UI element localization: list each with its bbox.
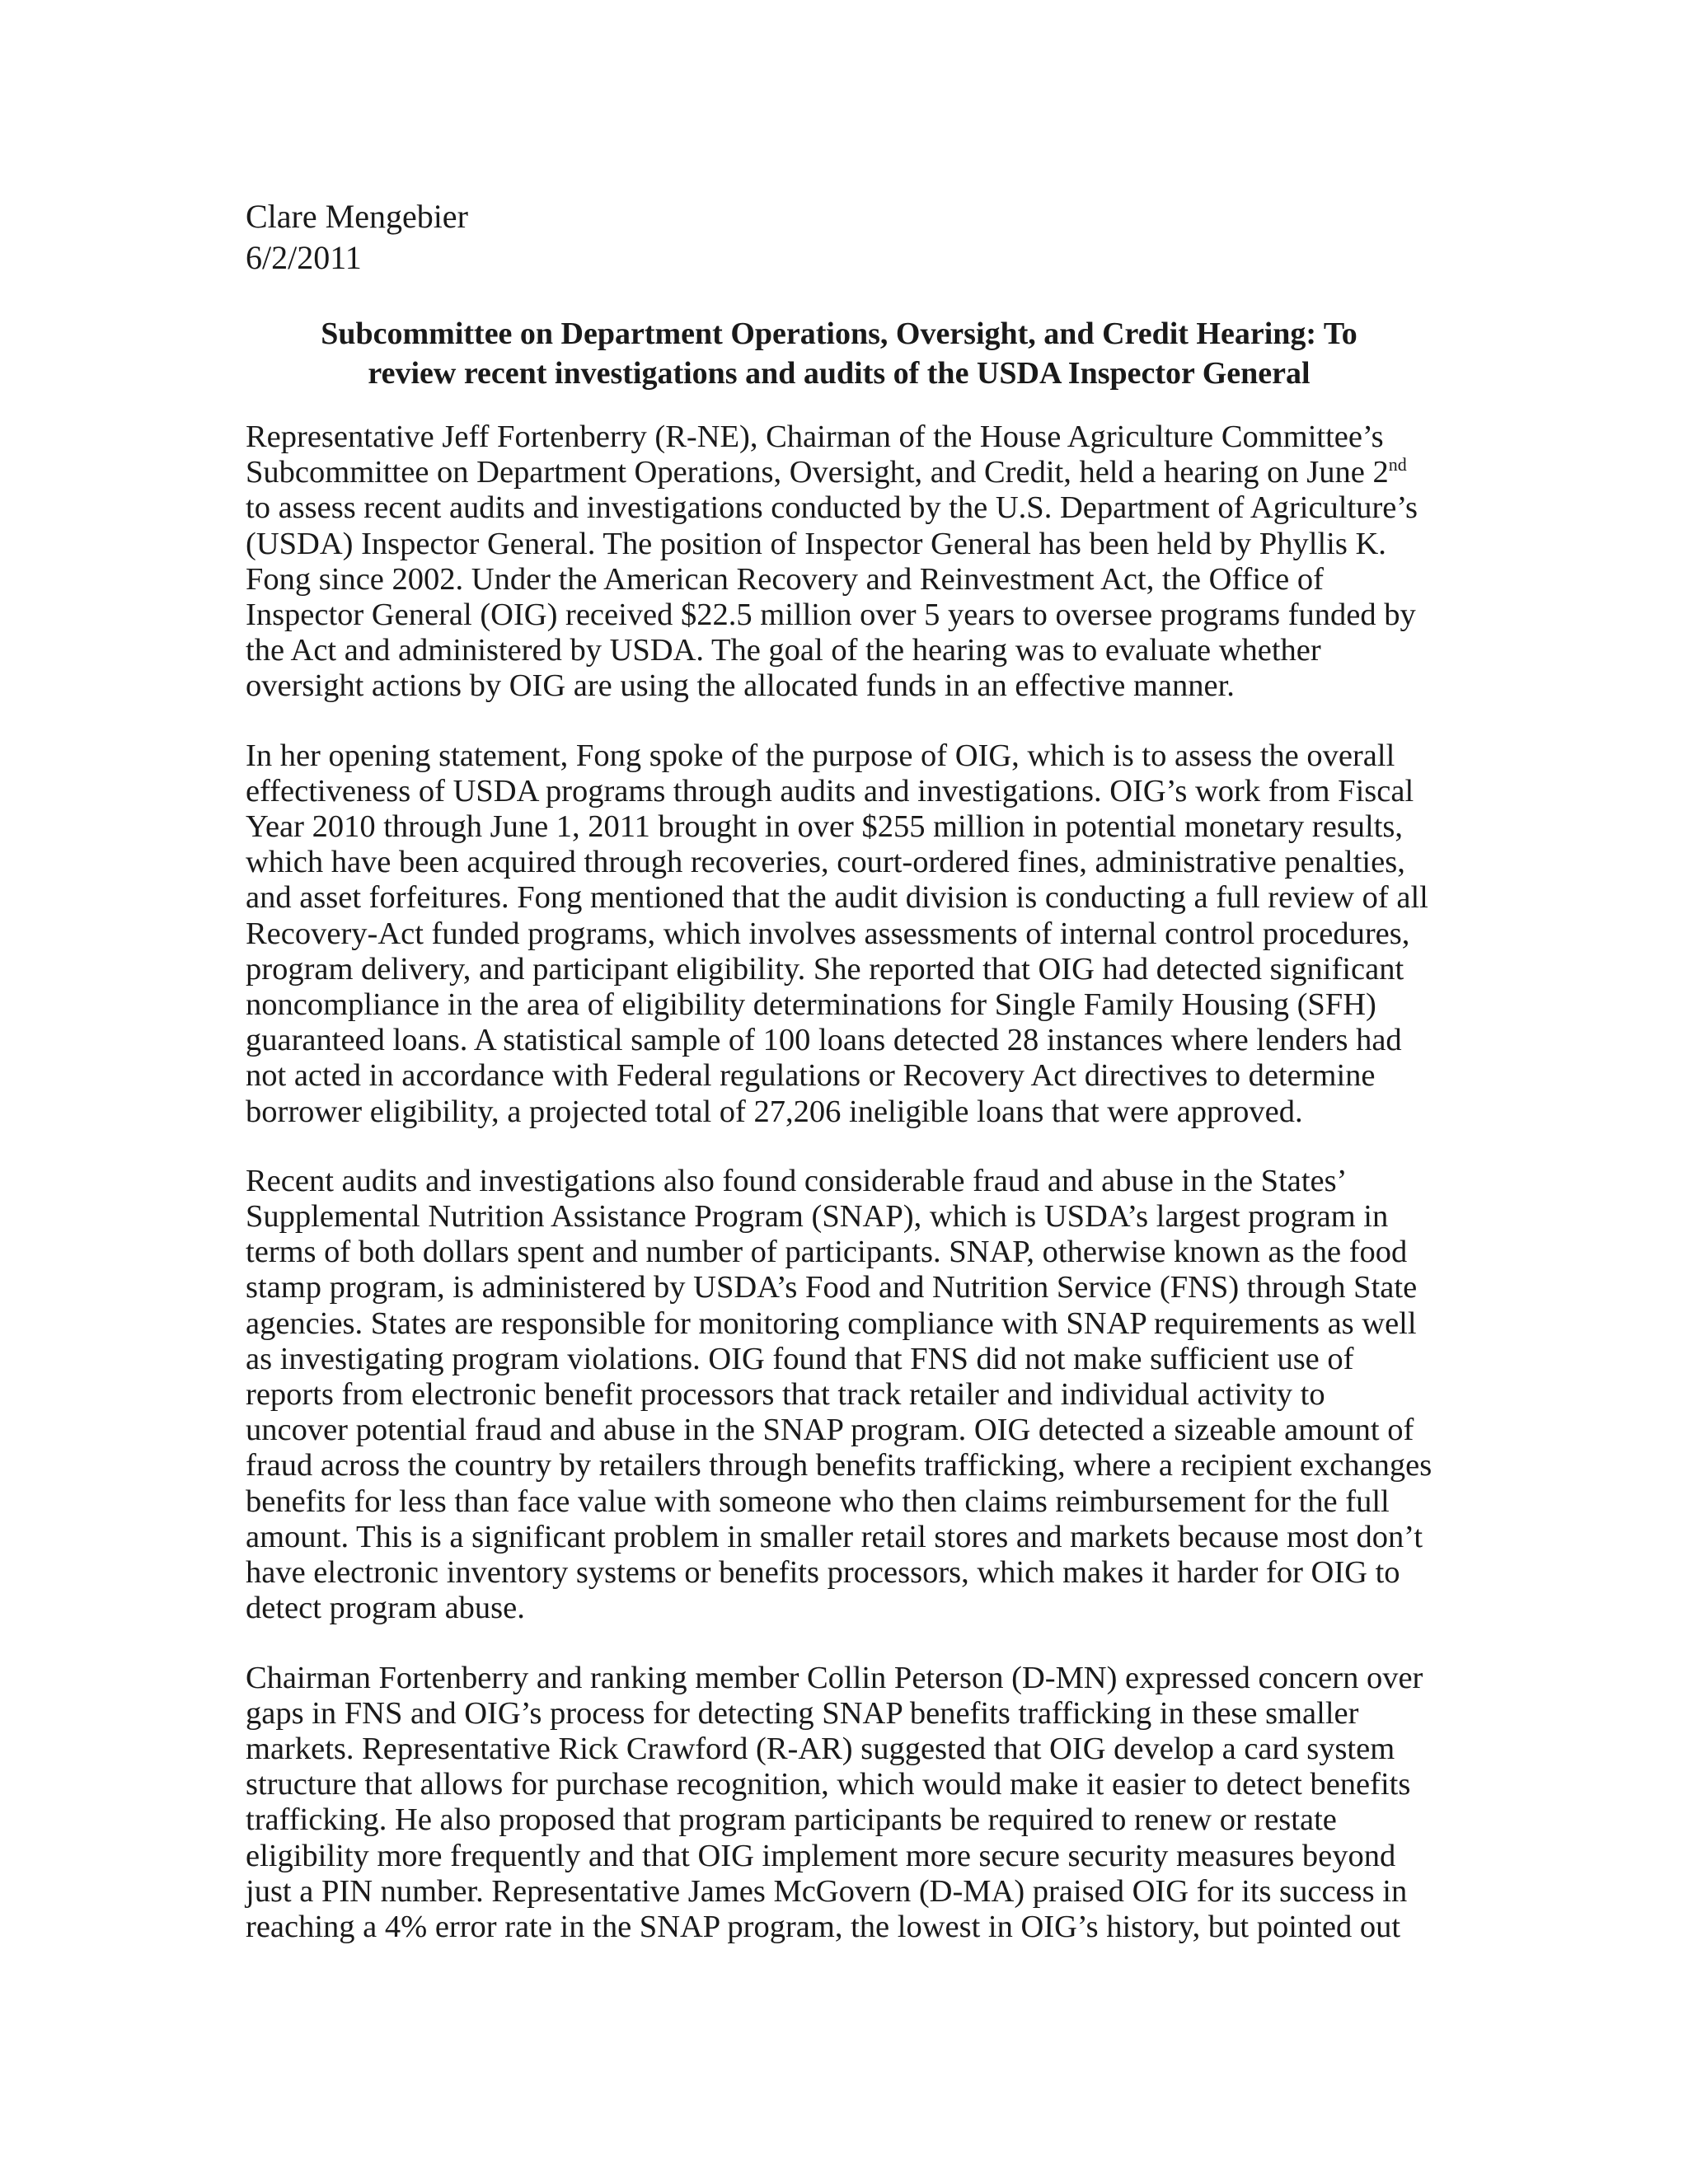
paragraph-4: Chairman Fortenberry and ranking member Collin Peterson (D-MN) expressed concern over gaps in FNS and OIG’s process for detecting SNAP benefits trafficking in these smaller markets. Representative Rick Crawford (R-AR) suggested that OIG develop a card system structure that allows for purchase recognition, which would make it easier to detect benefits trafficking. He also proposed that program participants be required to renew or restate eligibility more frequently and that OIG implement more secure security measures beyond just a PIN number. Representative James McGovern (D-MA) praised OIG for its success in reaching a 4% error rate in the SNAP program, the lowest in OIG’s history, but pointed out [246, 1660, 1423, 1944]
paragraph-3: Recent audits and investigations also found considerable fraud and abuse in the States’ Supplemental Nutrition Assistance Program (SNAP), which is USDA’s largest program in terms of both dollars spent and number of participants. SNAP, otherwise known as the food stamp program, is administered by USDA’s Food and Nutrition Service (FNS) through State agencies. States are responsible for monitoring compliance with SNAP requirements as well as investigating program violations. OIG found that FNS did not make sufficient use of reports from electronic benefit processors that track retailer and individual activity to uncover potential fraud and abuse in the SNAP program. OIG detected a sizeable amount of fraud across the country by retailers through benefits trafficking, where a recipient exchanges benefits for less than face value with someone who then claims reimbursement for the full amount. This is a significant problem in smaller retail stores and markets because most don’t have electronic inventory systems or benefits processors, which makes it harder for OIG to detect program abuse. [246, 1163, 1432, 1626]
document-date: 6/2/2011 [246, 239, 362, 276]
paragraph-1-text-b: to assess recent audits and investigations conducted by the U.S. Department of Agriculture’s (USDA) Inspector General. The position of Inspector General has been held by Phyllis K. Fong since 2002. Under the American Recovery and Reinvestment Act, the Office of Inspector General (OIG) received $22.5 million over 5 years to oversee programs funded by the Act and administered by USDA. The goal of the hearing was to evaluate whether oversight actions by OIG are using the allocated funds in an effective manner. [246, 490, 1418, 704]
title-line-1: Subcommittee on Department Operations, Oversight, and Credit Hearing: To [321, 316, 1357, 351]
title-line-2: review recent investigations and audits of the USDA Inspector General [368, 356, 1311, 391]
paragraph-2: In her opening statement, Fong spoke of the purpose of OIG, which is to assess the overall effectiveness of USDA programs through audits and investigations. OIG’s work from Fiscal Year 2010 through June 1, 2011 brought in over $255 million in potential monetary results, which have been acquired through recoveries, court-ordered fines, administrative penalties, and asset forfeitures. Fong mentioned that the audit division is conducting a full review of all Recovery-Act funded programs, which involves assessments of internal control procedures, program delivery, and participant eligibility. She reported that OIG had detected significant noncompliance in the area of eligibility determinations for Single Family Housing (SFH) guaranteed loans. A statistical sample of 100 loans detected 28 instances where lenders had not acted in accordance with Federal regulations or Recovery Act directives to determine borrower eligibility, a projected total of 27,206 ineligible loans that were approved. [246, 738, 1428, 1129]
author-name: Clare Mengebier [246, 198, 468, 235]
document-page [246, 196, 1432, 1945]
ordinal-suffix: nd [1388, 454, 1407, 476]
paragraph-1 [246, 419, 1432, 705]
paragraph-1-text-a: Representative Jeff Fortenberry (R-NE), Chairman of the House Agriculture Committee’s Subcommittee on Department Operations, Oversight, and Credit, held a hearing on June 2 [246, 419, 1389, 490]
document-title [246, 314, 1432, 393]
